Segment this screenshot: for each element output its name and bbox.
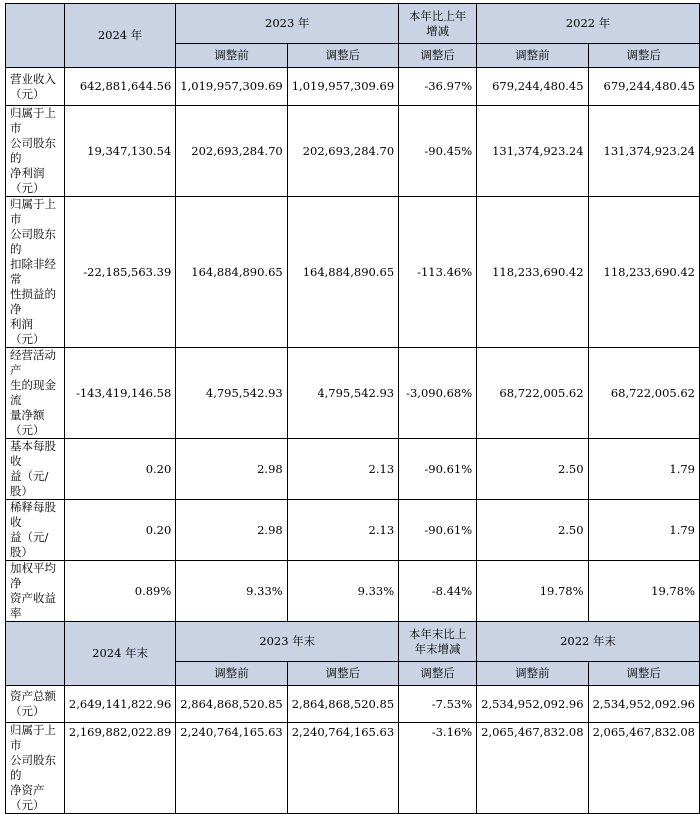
row-label: 营业收入 （元） <box>6 68 65 106</box>
header-blank-cell <box>6 622 65 686</box>
row-label: 基本每股收 益（元/股） <box>6 439 65 500</box>
value-2022-after: 679,244,480.45 <box>588 68 699 106</box>
value-2024: 0.89% <box>64 561 175 622</box>
table-row <box>6 106 700 197</box>
header-2023-end: 2023 年末 <box>176 622 399 662</box>
value-change: -3.16% <box>399 723 477 814</box>
header-blank-cell <box>6 4 65 68</box>
value-change: -7.53% <box>399 686 477 723</box>
value-2024: 2,169,882,022.89 <box>64 723 175 814</box>
value-2024: -143,419,146.58 <box>64 348 175 439</box>
value-2024: 0.20 <box>64 500 175 561</box>
value-2023-before: 164,884,890.65 <box>176 197 287 348</box>
value-2022-after: 2,534,952,092.96 <box>588 686 699 723</box>
value-2023-after: 164,884,890.65 <box>287 197 398 348</box>
value-2023-after: 1,019,957,309.69 <box>287 68 398 106</box>
row-label: 归属于上市 公司股东的 净利润 （元） <box>6 106 65 197</box>
value-2023-after: 2.13 <box>287 500 398 561</box>
header-2023-before: 调整前 <box>176 44 287 68</box>
value-2022-before: 19.78% <box>477 561 588 622</box>
value-2022-after: 118,233,690.42 <box>588 197 699 348</box>
row-label: 归属于上市 公司股东的 扣除非经常 性损益的净 利润（元） <box>6 197 65 348</box>
value-change: -90.45% <box>399 106 477 197</box>
financial-table-container <box>5 3 700 814</box>
header-2023-after: 调整后 <box>287 662 398 686</box>
table-row <box>6 561 700 622</box>
value-2024: 642,881,644.56 <box>64 68 175 106</box>
header-row-year <box>6 4 700 44</box>
header-change: 本年比上年 增减 <box>399 4 477 44</box>
value-2023-before: 1,019,957,309.69 <box>176 68 287 106</box>
value-2022-before: 2.50 <box>477 500 588 561</box>
value-2023-before: 2.98 <box>176 500 287 561</box>
value-2022-after: 1.79 <box>588 439 699 500</box>
value-2023-before: 9.33% <box>176 561 287 622</box>
table-row <box>6 723 700 814</box>
value-change: -113.46% <box>399 197 477 348</box>
value-change: -3,090.68% <box>399 348 477 439</box>
row-label: 加权平均净 资产收益率 <box>6 561 65 622</box>
value-2022-before: 2,534,952,092.96 <box>477 686 588 723</box>
value-change: -36.97% <box>399 68 477 106</box>
value-2022-after: 19.78% <box>588 561 699 622</box>
value-2022-after: 68,722,005.62 <box>588 348 699 439</box>
header-2022-after: 调整后 <box>588 662 699 686</box>
table-row <box>6 686 700 723</box>
value-2022-after: 2,065,467,832.08 <box>588 723 699 814</box>
header-2023: 2023 年 <box>176 4 399 44</box>
value-2022-before: 131,374,923.24 <box>477 106 588 197</box>
value-2022-before: 68,722,005.62 <box>477 348 588 439</box>
header-2022-before: 调整前 <box>477 662 588 686</box>
value-2022-after: 131,374,923.24 <box>588 106 699 197</box>
value-2023-after: 9.33% <box>287 561 398 622</box>
value-2022-before: 679,244,480.45 <box>477 68 588 106</box>
value-2022-after: 1.79 <box>588 500 699 561</box>
header-2022-after: 调整后 <box>588 44 699 68</box>
value-2022-before: 2.50 <box>477 439 588 500</box>
header-2024: 2024 年 <box>64 4 175 68</box>
value-2023-after: 2,240,764,165.63 <box>287 723 398 814</box>
row-label: 经营活动产 生的现金流 量净额 （元） <box>6 348 65 439</box>
value-2023-after: 2.13 <box>287 439 398 500</box>
header-2022-before: 调整前 <box>477 44 588 68</box>
value-2023-before: 2,240,764,165.63 <box>176 723 287 814</box>
value-2023-after: 4,795,542.93 <box>287 348 398 439</box>
value-change: -90.61% <box>399 439 477 500</box>
header-2022-end: 2022 年末 <box>477 622 700 662</box>
financial-summary-table <box>5 3 700 814</box>
value-2022-before: 118,233,690.42 <box>477 197 588 348</box>
header-2024-end: 2024 年末 <box>64 622 175 686</box>
value-2023-after: 202,693,284.70 <box>287 106 398 197</box>
value-2024: 19,347,130.54 <box>64 106 175 197</box>
value-2024: 2,649,141,822.96 <box>64 686 175 723</box>
header-2022: 2022 年 <box>477 4 700 44</box>
value-change: -90.61% <box>399 500 477 561</box>
row-label: 归属于上市 公司股东的 净资产 （元） <box>6 723 65 814</box>
table-row <box>6 197 700 348</box>
row-label: 资产总额 （元） <box>6 686 65 723</box>
table-row <box>6 439 700 500</box>
value-2023-before: 202,693,284.70 <box>176 106 287 197</box>
header-change-end: 本年末比上 年末增减 <box>399 622 477 662</box>
value-change: -8.44% <box>399 561 477 622</box>
value-2024: 0.20 <box>64 439 175 500</box>
header-change-after: 调整后 <box>399 662 477 686</box>
table-row <box>6 500 700 561</box>
value-2023-before: 2.98 <box>176 439 287 500</box>
value-2024: -22,185,563.39 <box>64 197 175 348</box>
header-2023-after: 调整后 <box>287 44 398 68</box>
value-2023-before: 4,795,542.93 <box>176 348 287 439</box>
header-row-year <box>6 622 700 662</box>
row-label: 稀释每股收 益（元/股） <box>6 500 65 561</box>
section-1 <box>6 4 700 622</box>
value-2023-before: 2,864,868,520.85 <box>176 686 287 723</box>
section-2 <box>6 622 700 814</box>
table-row <box>6 348 700 439</box>
value-2023-after: 2,864,868,520.85 <box>287 686 398 723</box>
header-2023-before: 调整前 <box>176 662 287 686</box>
value-2022-before: 2,065,467,832.08 <box>477 723 588 814</box>
table-row <box>6 68 700 106</box>
header-change-after: 调整后 <box>399 44 477 68</box>
